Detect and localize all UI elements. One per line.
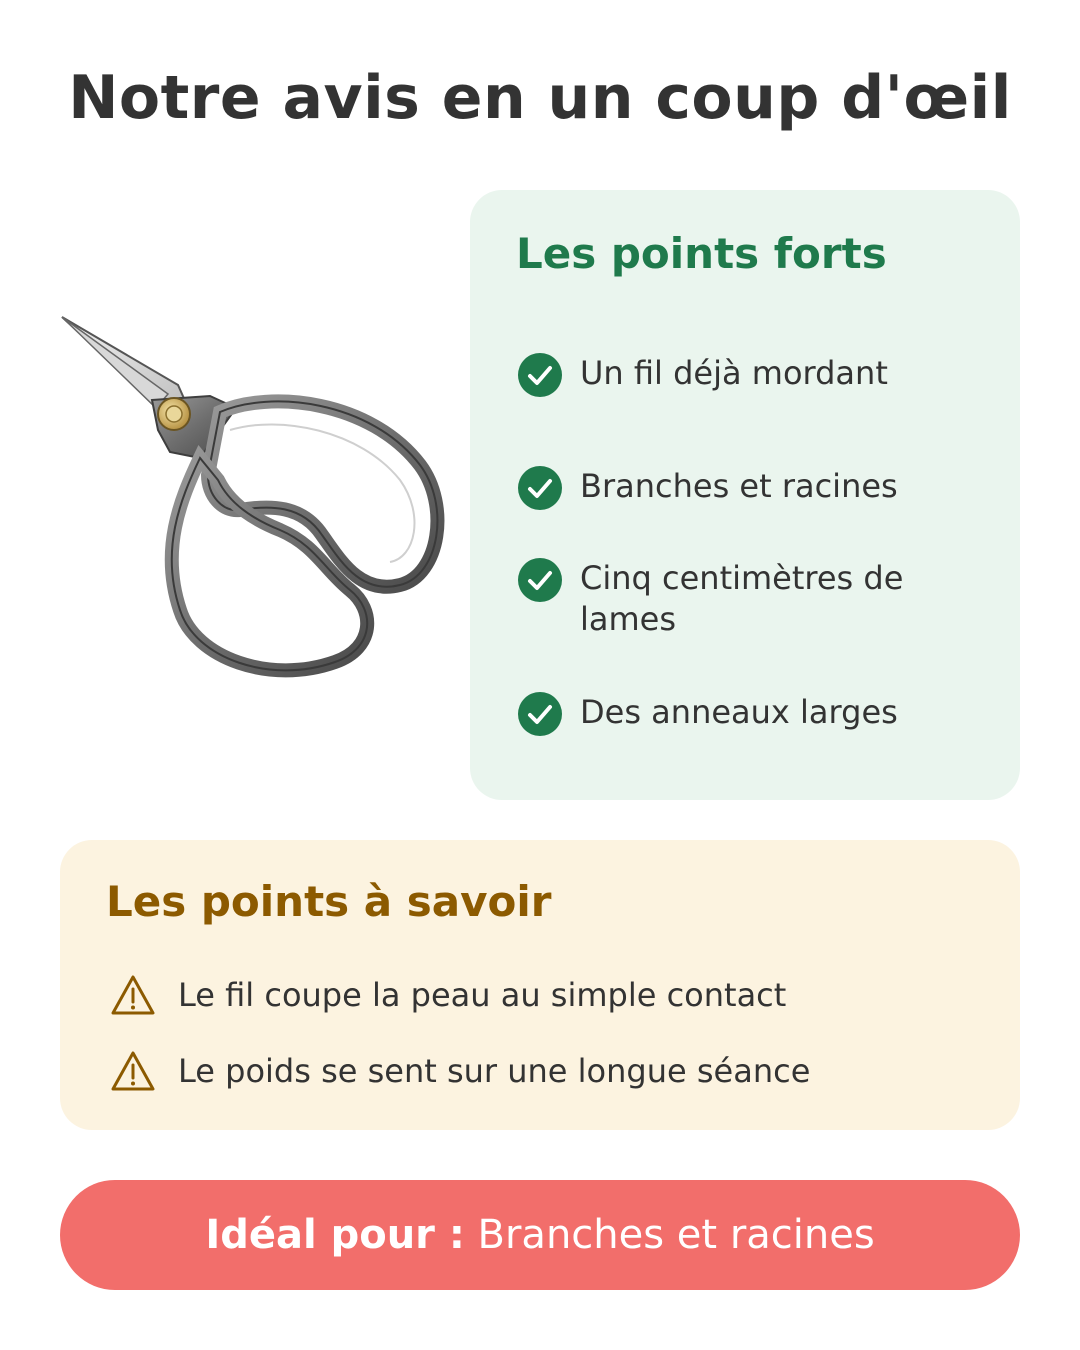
ideal-for-label: Idéal pour : <box>205 1212 465 1258</box>
strength-label: Un fil déjà mordant <box>580 354 888 392</box>
warnings-card <box>60 840 1020 1130</box>
strength-item <box>518 558 988 640</box>
strengths-title: Les points forts <box>516 229 887 278</box>
strength-item <box>518 466 988 510</box>
strength-item <box>518 692 988 736</box>
check-circle-icon <box>518 466 562 510</box>
warning-triangle-icon <box>110 1050 156 1092</box>
strength-label: Cinq centimètres de lames <box>580 559 904 638</box>
ideal-for-banner <box>60 1180 1020 1290</box>
warning-triangle-icon <box>110 974 156 1016</box>
ideal-for-value: Branches et racines <box>477 1212 875 1258</box>
check-circle-icon <box>518 558 562 602</box>
check-circle-icon <box>518 353 562 397</box>
warning-label: Le poids se sent sur une longue séance <box>178 1052 811 1090</box>
warning-label: Le fil coupe la peau au simple contact <box>178 976 787 1014</box>
strengths-card <box>470 190 1020 800</box>
warning-item <box>110 1050 990 1092</box>
page-title: Notre avis en un coup d'œil <box>68 63 1012 133</box>
strength-label: Des anneaux larges <box>580 693 898 731</box>
warning-item <box>110 974 990 1016</box>
pruning-scissors-image <box>40 290 460 700</box>
check-circle-icon <box>518 692 562 736</box>
warnings-title: Les points à savoir <box>106 877 552 926</box>
strength-item <box>518 353 988 397</box>
strength-label: Branches et racines <box>580 467 898 505</box>
